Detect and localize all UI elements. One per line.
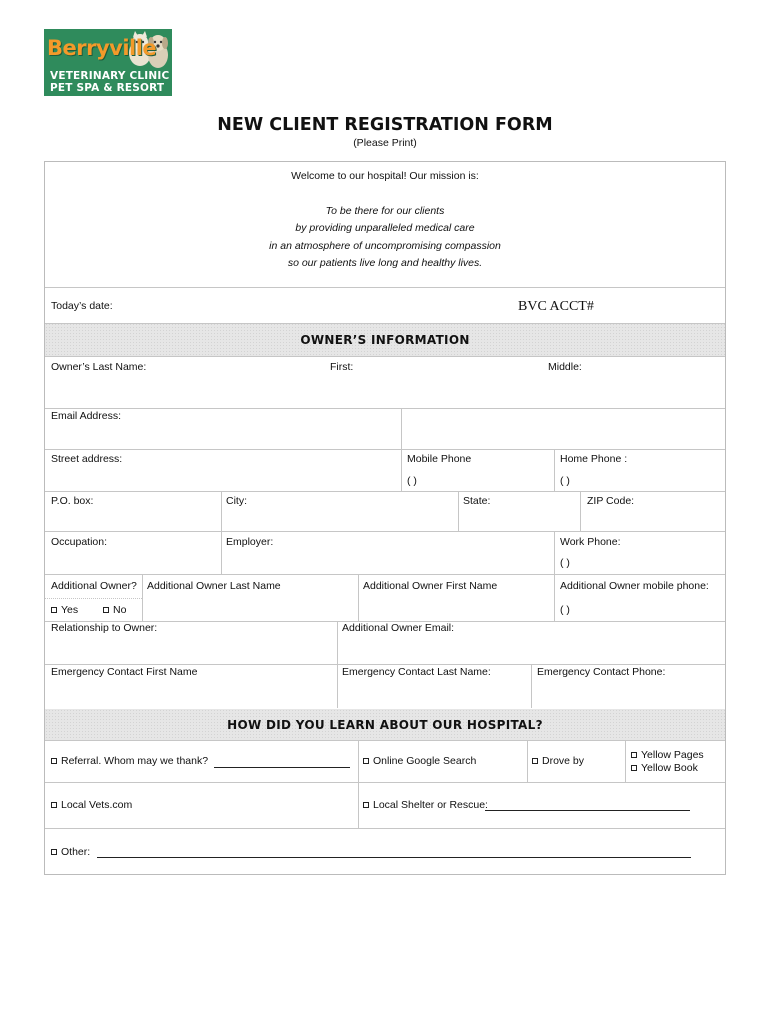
- additional-owner-mobile-label: Additional Owner mobile phone:: [560, 580, 709, 592]
- divider: [45, 287, 725, 288]
- owner-first-name-label: First:: [330, 361, 354, 373]
- mission-line: by providing unparalleled medical care: [295, 222, 475, 234]
- divider: [45, 782, 725, 783]
- todays-date-field[interactable]: [115, 290, 495, 322]
- city-field[interactable]: [222, 491, 458, 531]
- checkbox-icon[interactable]: [532, 758, 538, 764]
- mission-line: in an atmosphere of uncompromising compassion: [269, 240, 501, 252]
- checkbox-icon[interactable]: [631, 765, 637, 771]
- email-label: Email Address:: [51, 410, 122, 422]
- shelter-name-line[interactable]: [485, 810, 690, 811]
- page-title: NEW CLIENT REGISTRATION FORM: [217, 115, 553, 135]
- yellow-book-option[interactable]: [631, 762, 698, 774]
- yellow-book-label: Yellow Book: [641, 762, 698, 774]
- welcome-text: Welcome to our hospital! Our mission is:: [291, 170, 479, 182]
- referral-option[interactable]: [51, 755, 208, 767]
- local-shelter-option[interactable]: [363, 799, 488, 811]
- divider: [358, 782, 359, 828]
- home-phone-label: Home Phone :: [560, 453, 628, 465]
- additional-owner-last-name-label: Additional Owner Last Name: [147, 580, 281, 592]
- clinic-logo: [44, 29, 172, 96]
- checkbox-icon[interactable]: [363, 802, 369, 808]
- checkbox-icon[interactable]: [51, 849, 57, 855]
- occupation-label: Occupation:: [51, 536, 108, 548]
- po-box-label: P.O. box:: [51, 495, 94, 507]
- emergency-phone-label: Emergency Contact Phone:: [537, 666, 666, 678]
- logo-tagline-1: VETERINARY CLINIC: [50, 70, 170, 82]
- todays-date-label: Today’s date:: [51, 300, 113, 312]
- emergency-first-name-label: Emergency Contact First Name: [51, 666, 198, 678]
- divider: [358, 740, 359, 782]
- mobile-area-code: ( ): [407, 475, 417, 487]
- additional-owner-no-option[interactable]: [103, 604, 126, 616]
- city-label: City:: [226, 495, 247, 507]
- mission-line: so our patients live long and healthy lives.: [287, 257, 483, 269]
- owners-section-header: [45, 323, 725, 356]
- page-subtitle: (Please Print): [353, 137, 417, 149]
- divider: [625, 740, 626, 782]
- divider: [401, 408, 402, 449]
- additional-owner-first-name-label: Additional Owner First Name: [363, 580, 498, 592]
- logo-brand-text: Berryville: [47, 36, 157, 60]
- mission-line: To be there for our clients: [325, 205, 445, 217]
- local-vets-label: Local Vets.com: [61, 799, 133, 811]
- learn-section-title: HOW DID YOU LEARN ABOUT OUR HOSPITAL?: [227, 718, 543, 732]
- additional-mobile-area-code: ( ): [560, 604, 570, 616]
- yes-label: Yes: [61, 604, 79, 616]
- home-area-code: ( ): [560, 475, 570, 487]
- other-label: Other:: [61, 846, 91, 858]
- checkbox-icon[interactable]: [631, 752, 637, 758]
- learn-section-header: [45, 709, 725, 740]
- drove-by-label: Drove by: [542, 755, 585, 767]
- owner-name-field[interactable]: [45, 356, 725, 408]
- checkbox-icon[interactable]: [363, 758, 369, 764]
- local-vets-option[interactable]: [51, 799, 132, 811]
- divider: [45, 598, 142, 599]
- state-label: State:: [463, 495, 491, 507]
- divider: [45, 828, 725, 829]
- employer-label: Employer:: [226, 536, 274, 548]
- street-address-label: Street address:: [51, 453, 123, 465]
- emergency-last-name-label: Emergency Contact Last Name:: [342, 666, 491, 678]
- checkbox-icon[interactable]: [51, 758, 57, 764]
- bvc-acct-label: BVC ACCT#: [518, 299, 594, 314]
- additional-owner-label: Additional Owner?: [51, 580, 137, 592]
- divider: [45, 323, 725, 324]
- referral-name-line[interactable]: [214, 767, 350, 768]
- work-area-code: ( ): [560, 557, 570, 569]
- checkbox-icon[interactable]: [51, 607, 57, 613]
- drove-by-option[interactable]: [532, 755, 584, 767]
- owner-middle-name-label: Middle:: [548, 361, 582, 373]
- google-search-label: Online Google Search: [373, 755, 477, 767]
- divider: [527, 740, 528, 782]
- referral-label: Referral. Whom may we thank?: [61, 755, 209, 767]
- yellow-pages-option[interactable]: [631, 749, 704, 761]
- owners-section-title: OWNER’S INFORMATION: [300, 333, 470, 347]
- additional-owner-email-label: Additional Owner Email:: [342, 622, 455, 634]
- other-option[interactable]: [51, 846, 90, 858]
- mobile-phone-label: Mobile Phone: [407, 453, 472, 465]
- other-text-line[interactable]: [97, 857, 691, 858]
- owner-last-name-label: Owner’s Last Name:: [51, 361, 147, 373]
- checkbox-icon[interactable]: [103, 607, 109, 613]
- logo-tagline-2: PET SPA & RESORT: [50, 82, 165, 94]
- additional-owner-yes-option[interactable]: [51, 604, 78, 616]
- local-shelter-label: Local Shelter or Rescue:: [373, 799, 488, 811]
- zip-code-label: ZIP Code:: [587, 495, 635, 507]
- registration-form: [44, 161, 726, 875]
- work-phone-label: Work Phone:: [560, 536, 621, 548]
- no-label: No: [113, 604, 127, 616]
- divider: [45, 740, 725, 741]
- checkbox-icon[interactable]: [51, 802, 57, 808]
- relationship-label: Relationship to Owner:: [51, 622, 158, 634]
- google-search-option[interactable]: [363, 755, 476, 767]
- yellow-pages-label: Yellow Pages: [641, 749, 704, 761]
